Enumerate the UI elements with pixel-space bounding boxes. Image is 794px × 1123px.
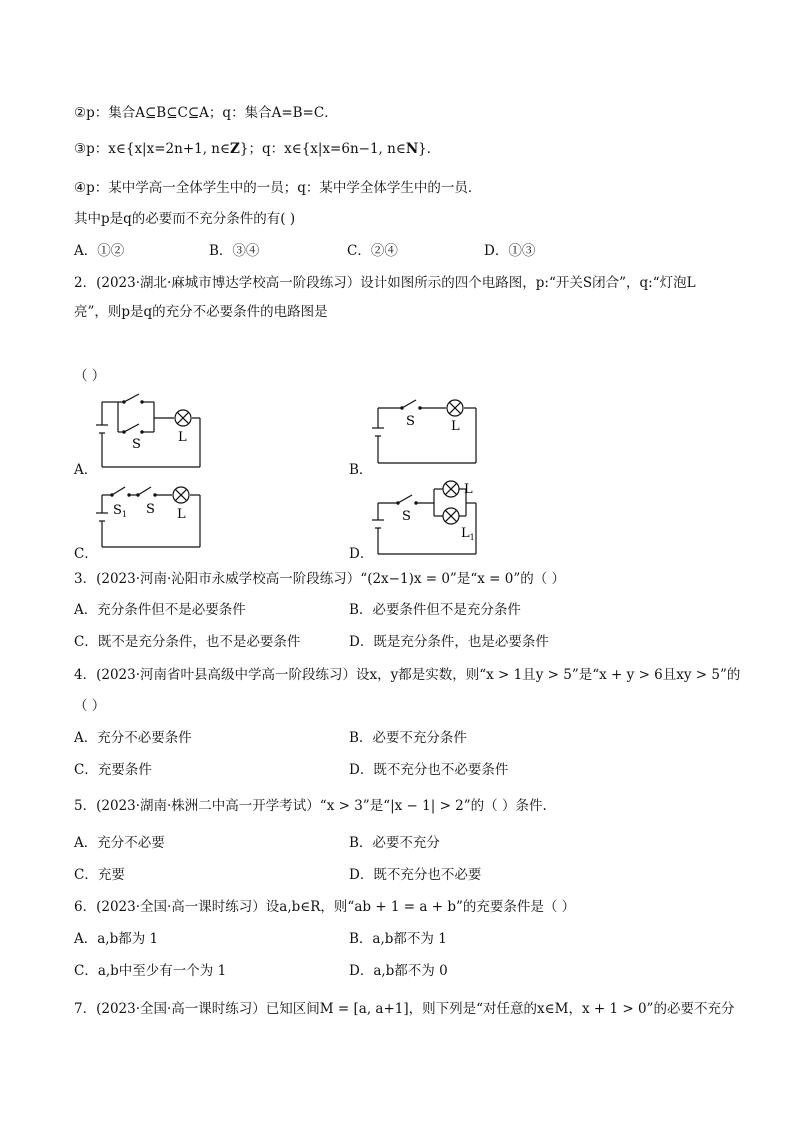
q1-option-b: B．③④	[209, 243, 260, 259]
item-4: ④p：某中学高一全体学生中的一员；q：某中学全体学生中的一员．	[74, 180, 482, 196]
q3-option-d: D．既是充分条件，也是必要条件	[349, 634, 549, 650]
q2-stem-line2: 亮”，则p是q的充分不必要条件的电路图是	[74, 304, 328, 320]
circuit-d-label: D．	[349, 546, 374, 562]
q6-stem: 6．(2023·全国·高一课时练习）设a,b∈R，则“ab + 1 = a + b”的充要条件是（ ）	[74, 899, 576, 915]
circuit-d-l1-label: $L_1$	[461, 526, 475, 542]
item-3	[74, 140, 440, 158]
circuit-d-diagram	[368, 478, 486, 558]
circuit-c-s-label: S	[146, 502, 155, 517]
circuit-c-diagram	[92, 483, 210, 551]
circuit-c-s1-label: $S_1$	[113, 503, 127, 519]
circuit-a-s-label: S	[132, 437, 141, 452]
q1-option-c: C．②④	[347, 243, 398, 259]
q1-option-a: A．①②	[74, 243, 125, 259]
q2-stem-line1: 2．(2023·湖北·麻城市博达学校高一阶段练习）设计如图所示的四个电路图，p:“开关S闭合”，q:“灯泡L	[74, 275, 696, 291]
item-3-a: ③p：	[74, 141, 109, 157]
q5-option-d: D．既不充分也不必要	[349, 867, 482, 883]
q6-option-c: C．a,b中至少有一个为 1	[74, 963, 227, 979]
q4-option-b: B．必要不充分条件	[349, 730, 467, 746]
q7-stem: 7．(2023·全国·高一课时练习）已知区间M = [a, a+1]，则下列是“对任意的x∈M，x + 1 > 0”的必要不充分	[74, 1001, 735, 1017]
circuit-a-diagram	[92, 385, 210, 470]
q1-option-d: D．①③	[484, 243, 536, 259]
item-3-N: N	[405, 141, 419, 157]
circuit-a-l-label: L	[178, 430, 187, 445]
circuit-b-s-label: S	[406, 414, 415, 429]
q4-option-a: A．充分不必要条件	[74, 730, 192, 746]
q4-option-d: D．既不充分也不必要条件	[349, 762, 509, 778]
q6-option-a: A．a,b都为 1	[74, 931, 159, 947]
circuit-b-label: B．	[349, 462, 373, 478]
q3-option-c: C．既不是充分条件，也不是必要条件	[74, 634, 301, 650]
item-3-c: }；q：x∈{x|x=6n−1, n∈	[239, 141, 406, 157]
circuit-c-label: C．	[74, 546, 98, 562]
q3-option-b: B．必要条件但不是充分条件	[349, 602, 521, 618]
q3-option-a: A．充分条件但不是必要条件	[74, 602, 246, 618]
circuit-d-l-label: L	[464, 482, 473, 497]
q4-stem: 4．(2023·河南省叶县高级中学高一阶段练习）设x，y都是实数，则“x > 1且y > 5”是“x + y > 6且xy > 5”的	[74, 667, 741, 683]
q5-option-b: B．必要不充分	[349, 835, 440, 851]
item-2: ②p：集合A⊆B⊆C⊆A；q：集合A=B=C．	[74, 105, 338, 121]
q4-option-c: C．充要条件	[74, 762, 152, 778]
item-3-d: }．	[418, 141, 441, 157]
item-3-Z: Z	[230, 141, 240, 157]
q4-paren: （ ）	[74, 698, 106, 714]
q6-option-b: B．a,b都不为 1	[349, 931, 447, 947]
circuit-a-label: A．	[74, 462, 98, 478]
q1-ask: 其中p是q的必要而不充分条件的有( )	[74, 211, 296, 227]
q5-option-a: A．充分不必要	[74, 835, 165, 851]
q3-stem: 3．(2023·河南·沁阳市永威学校高一阶段练习）“(2x−1)x = 0”是“x = 0”的（ ）	[74, 571, 566, 587]
circuit-d-s-label: S	[402, 509, 411, 524]
circuit-b-l-label: L	[451, 419, 460, 434]
q5-option-c: C．充要	[74, 867, 125, 883]
item-3-b: x∈{x|x=2n+1, n∈	[108, 141, 230, 157]
q6-option-d: D．a,b都不为 0	[349, 963, 448, 979]
q2-paren: （ ）	[74, 368, 106, 384]
q5-stem: 5．(2023·湖南·株洲二中高一开学考试）“x > 3”是“|x − 1| > 2”的（ ）条件.	[74, 798, 547, 814]
circuit-b-diagram	[368, 395, 482, 467]
circuit-c-l-label: L	[177, 507, 186, 522]
